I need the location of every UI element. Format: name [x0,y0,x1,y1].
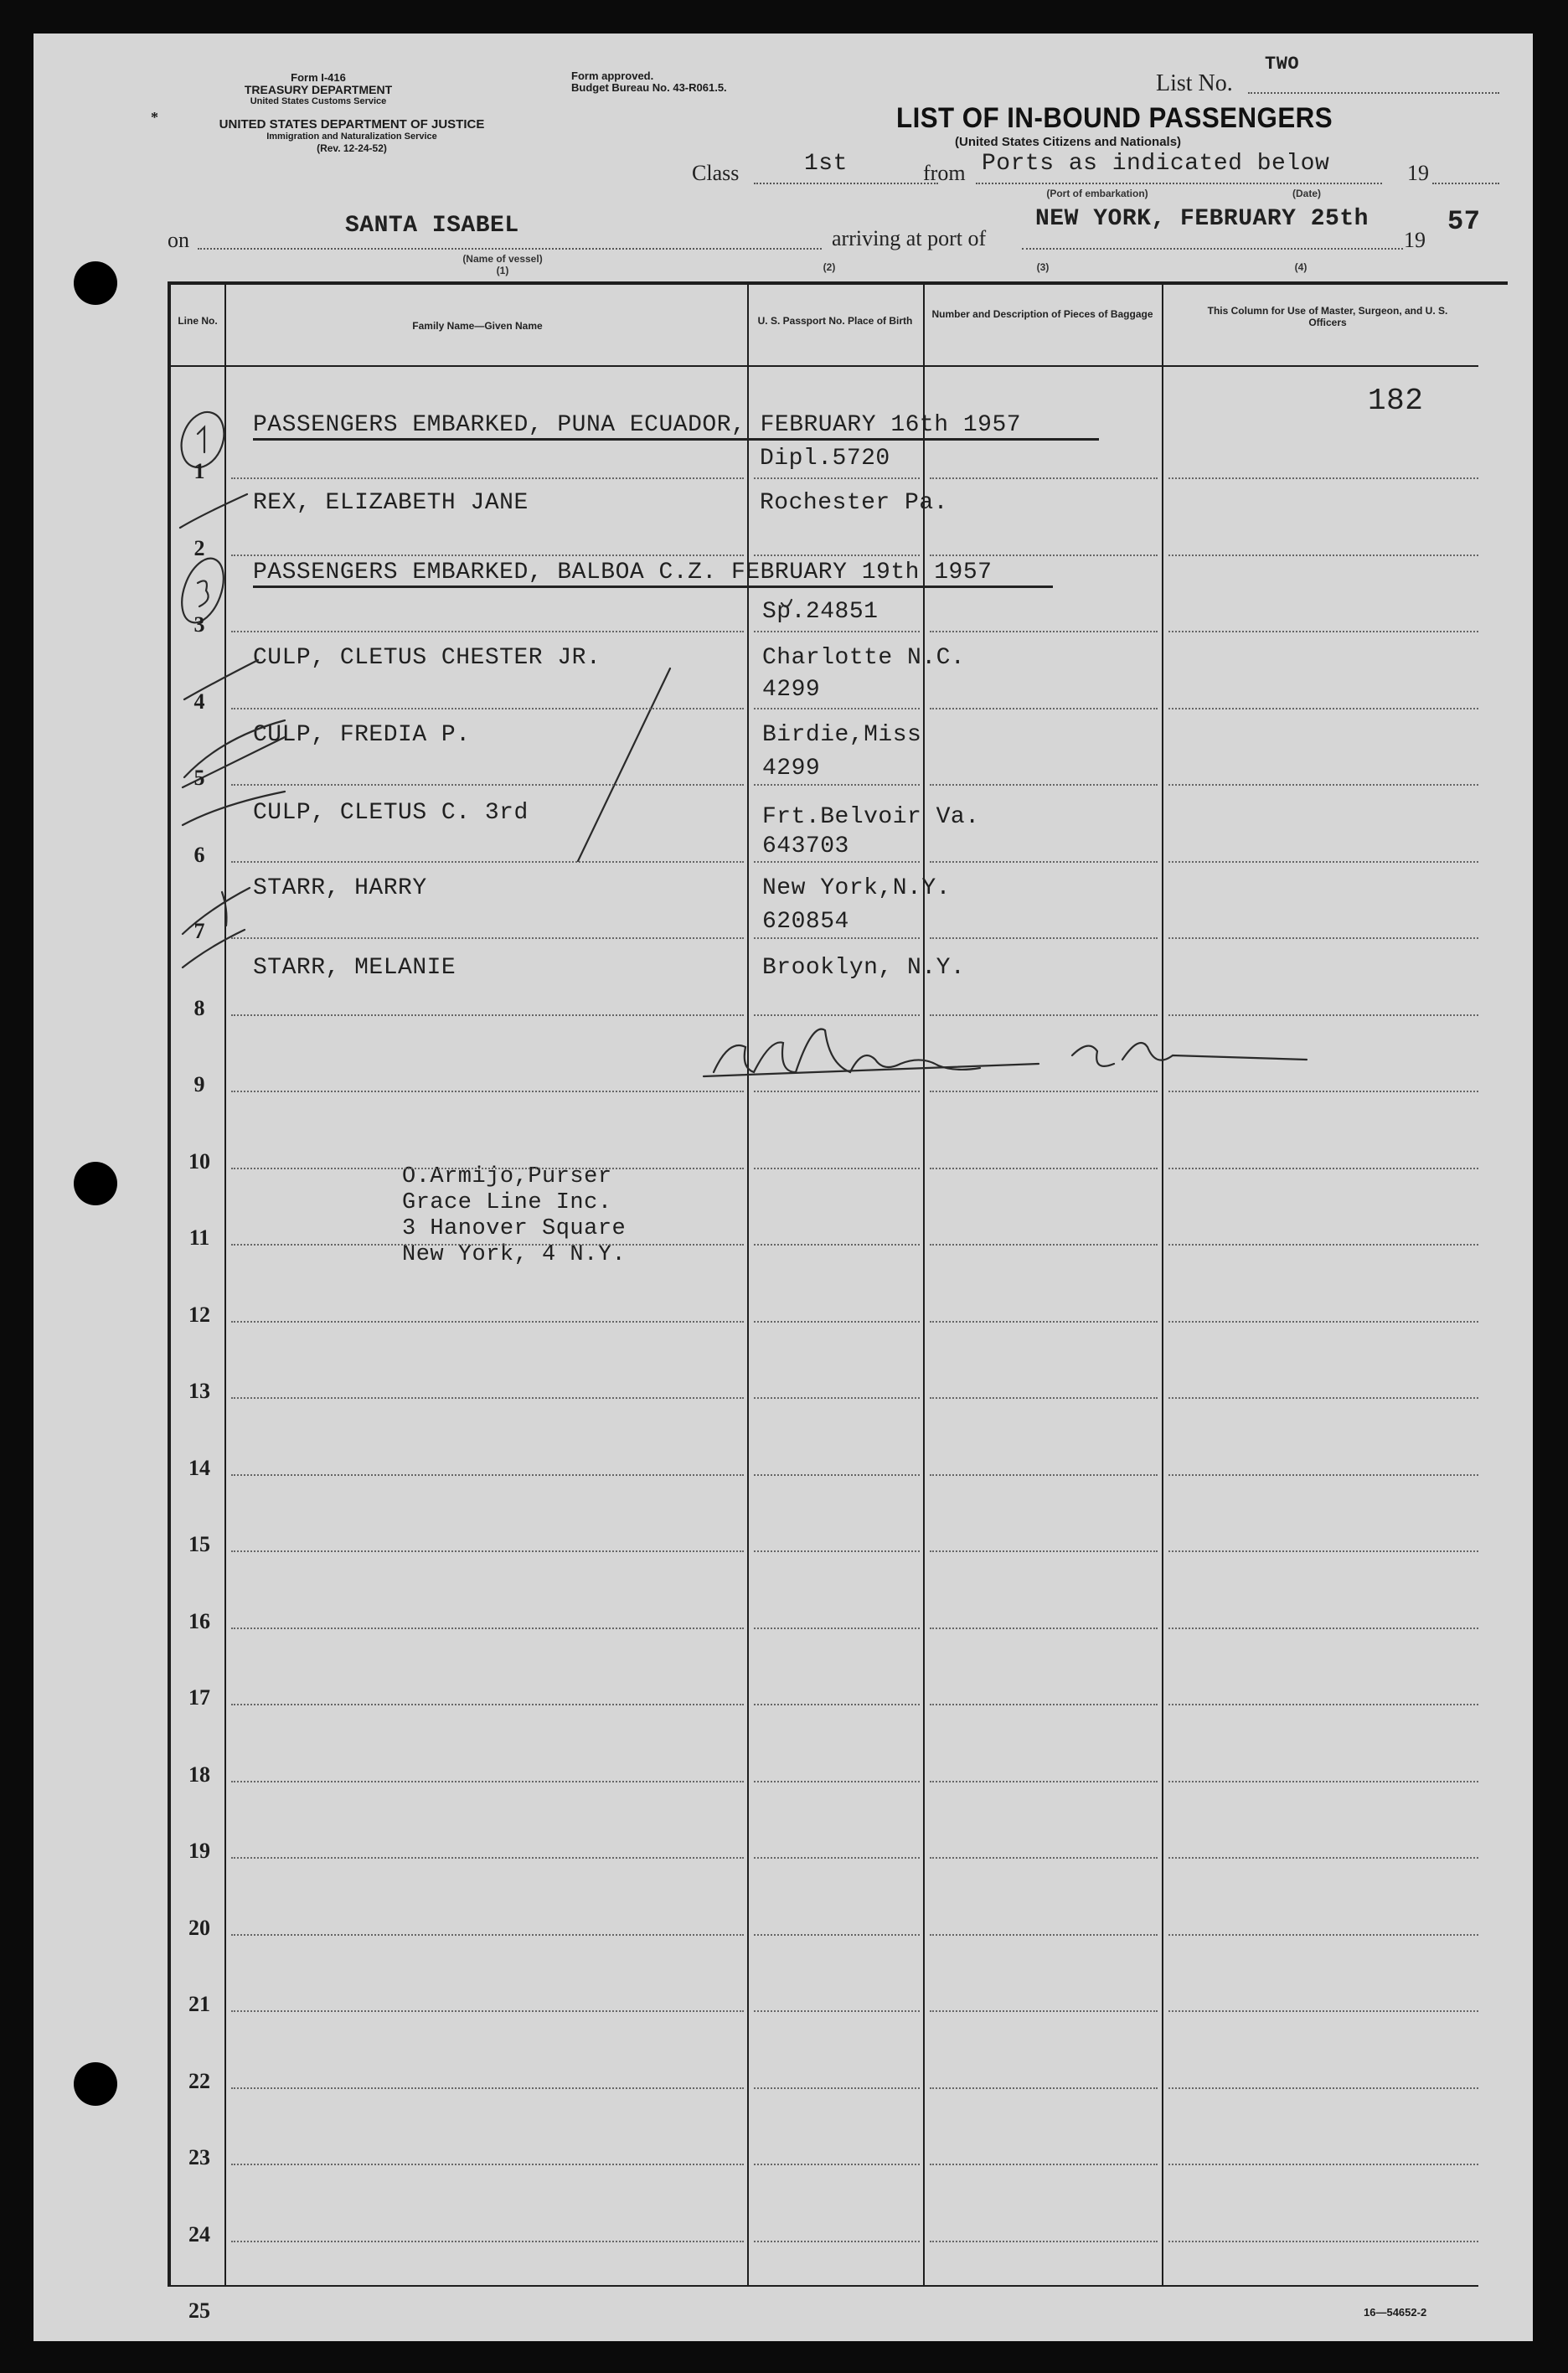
row-guide-line [930,2010,1158,2012]
stamp-number: 182 [1368,384,1424,418]
ins-service: Immigration and Naturalization Service [266,132,437,142]
asterisk-mark: * [151,109,158,126]
treasury-department: TREASURY DEPARTMENT [244,83,393,96]
table-top-border [168,281,1508,285]
punch-hole-bottom [74,2062,117,2106]
handwritten-marks [34,34,1533,2341]
arrival-line [1022,248,1403,250]
row-guide-line [930,1168,1158,1169]
list-no-label: List No. [1156,70,1233,96]
row-guide-line [1168,1857,1478,1859]
list-no-line [1248,92,1499,94]
row-guide-line [231,1781,744,1782]
row-guide-line [1168,1550,1478,1552]
year-line-1 [1432,183,1499,184]
row-guide-line [754,1857,920,1859]
row-guide-line [231,2010,744,2012]
column-header-baggage: Number and Description of Pieces of Baggage [931,308,1153,320]
line-number: 12 [188,1302,210,1327]
table-bottom-border [168,2285,1478,2287]
row-guide-line [930,555,1158,556]
entry-passport-2: Dipl.5720 [760,446,890,472]
row-guide-line [231,631,744,632]
column-caption-2: (2) [823,261,836,273]
row-guide-line [1168,1781,1478,1782]
row-guide-line [231,1397,744,1399]
class-value: 1st [804,151,848,177]
entry-passport-7: 643703 [762,833,849,859]
row-guide-line [930,1857,1158,1859]
row-guide-line [930,708,1158,709]
row-guide-line [754,784,920,786]
row-guide-line [1168,708,1478,709]
entry-passport-6: 4299 [762,756,821,782]
entry-birth-5: Birdie,Miss [762,722,922,748]
on-label: on [168,228,189,252]
row-guide-line [231,1934,744,1936]
entry-name-8: STARR, MELANIE [253,955,456,981]
row-guide-line [231,1857,744,1859]
row-guide-line [930,1474,1158,1476]
vessel-caption [419,253,586,276]
entry-passport-5: 4299 [762,677,821,703]
line-number: 25 [188,2298,210,2323]
row-guide-line [930,1321,1158,1323]
form-number: Form I-416 [291,71,346,84]
row-guide-line [231,1474,744,1476]
column-header-passport: U. S. Passport No. Place of Birth [757,315,913,327]
row-guide-line [930,1934,1158,1936]
row-guide-line [1168,1091,1478,1092]
row-guide-line [231,1628,744,1629]
row-guide-line [1168,2087,1478,2089]
row-guide-line [754,1168,920,1169]
row-guide-line [1168,1704,1478,1705]
entry-name-4: CULP, CLETUS CHESTER JR. [253,645,601,671]
row-guide-line [231,708,744,709]
row-guide-line [1168,1474,1478,1476]
row-guide-line [1168,1244,1478,1246]
row-guide-line [754,1934,920,1936]
row-guide-line [231,1014,744,1016]
line-number: 1 [193,459,205,483]
year-prefix-2: 19 [1404,228,1426,252]
row-guide-line [930,1628,1158,1629]
row-guide-line [930,1014,1158,1016]
row-guide-line [754,1704,920,1705]
row-guide-line [231,2241,744,2242]
row-guide-line [930,1781,1158,1782]
entry-birth-6: Frt.Belvoir Va. [762,804,980,830]
from-label: from [923,161,966,185]
footer-code: 16—54652-2 [1364,2306,1427,2319]
row-guide-line [930,1091,1158,1092]
line-number: 16 [188,1608,210,1633]
line-number: 13 [188,1379,210,1403]
entry-name-6: CULP, CLETUS C. 3rd [253,800,529,826]
row-guide-line [231,1244,744,1246]
row-guide-line [231,1550,744,1552]
row-guide-line [231,555,744,556]
purser-line-1: O.Armijo,Purser [402,1164,612,1189]
row-guide-line [231,784,744,786]
column-caption-4: (4) [1294,261,1308,273]
arriving-label: arriving at port of [832,226,987,250]
entry-passport-4: Sp.24851 [762,599,879,625]
customs-service: United States Customs Service [250,96,387,106]
row-guide-line [930,1704,1158,1705]
row-guide-line [1168,784,1478,786]
row-guide-line [754,2087,920,2089]
row-guide-line [1168,937,1478,939]
row-guide-line [754,477,920,479]
row-guide-line [754,1244,920,1246]
row-guide-line [754,1550,920,1552]
row-guide-line [1168,1321,1478,1323]
entry-birth-2: Rochester Pa. [760,490,948,516]
punch-hole-top [74,261,117,305]
line-number: 8 [193,995,205,1020]
row-guide-line [231,1321,744,1323]
row-guide-line [231,2164,744,2165]
row-guide-line [754,631,920,632]
row-guide-line [754,555,920,556]
row-guide-line [1168,631,1478,632]
row-guide-line [1168,1397,1478,1399]
class-label: Class [692,161,740,185]
line-number: 15 [188,1532,210,1556]
row-guide-line [754,708,920,709]
section-heading-puna: PASSENGERS EMBARKED, PUNA ECUADOR, FEBRUARY 16th 1957 [253,412,1099,441]
row-guide-line [754,1014,920,1016]
row-guide-line [1168,1014,1478,1016]
line-number: 9 [193,1072,205,1096]
row-guide-line [754,937,920,939]
line-number: 22 [188,2068,210,2093]
row-guide-line [231,1091,744,1092]
row-guide-line [930,2241,1158,2242]
row-guide-line [231,861,744,863]
line-no-divider [224,283,226,2285]
row-guide-line [930,861,1158,863]
column-header-line-no: Line No. [178,315,218,327]
row-guide-line [754,1628,920,1629]
manifest-sheet [34,34,1533,2341]
line-number: 24 [188,2221,210,2247]
row-guide-line [1168,2164,1478,2165]
purser-line-3: 3 Hanover Square [402,1216,627,1241]
row-guide-line [754,2164,920,2165]
entry-birth-4: Charlotte N.C. [762,645,966,671]
line-number: 4 [193,689,205,714]
line-number: 11 [188,1225,210,1250]
row-guide-line [1168,1628,1478,1629]
section-heading-balboa: PASSENGERS EMBARKED, BALBOA C.Z. FEBRUARY 19th 1957 [253,560,1053,588]
justice-department: UNITED STATES DEPARTMENT OF JUSTICE [219,117,485,132]
revision-date: (Rev. 12-24-52) [317,142,387,154]
line-number: 14 [188,1455,210,1480]
from-value: Ports as indicated below [982,151,1330,177]
row-guide-line [231,1704,744,1705]
row-guide-line [1168,2010,1478,2012]
list-no-value: TWO [1265,54,1300,75]
row-guide-line [1168,1934,1478,1936]
page-title: LIST OF IN-BOUND PASSENGERS [896,102,1333,134]
purser-block [402,1164,626,1268]
entry-name-7: STARR, HARRY [253,875,427,901]
budget-bureau: Budget Bureau No. 43-R061.5. [571,81,727,94]
vessel-line [198,248,822,250]
line-number: 2 [193,535,205,560]
purser-line-4: New York, 4 N.Y. [402,1242,627,1267]
purser-line-2: Grace Line Inc. [402,1190,612,1215]
line-number: 7 [193,919,205,943]
row-guide-line [930,1550,1158,1552]
line-number: 10 [188,1148,210,1174]
row-guide-line [930,784,1158,786]
entry-birth-8: Brooklyn, N.Y. [762,955,966,981]
from-line [976,183,1382,184]
line-number: 3 [193,612,205,637]
row-guide-line [930,937,1158,939]
row-guide-line [930,1397,1158,1399]
row-guide-line [1168,477,1478,479]
row-guide-line [231,937,744,939]
row-guide-line [754,1474,920,1476]
row-guide-line [930,1244,1158,1246]
row-guide-line [1168,1168,1478,1169]
arrival-value: NEW YORK, FEBRUARY 25th [1035,206,1369,232]
year-value: 57 [1447,206,1481,237]
row-guide-line [930,631,1158,632]
line-number: 6 [193,842,205,867]
line-number: 18 [188,1762,210,1787]
vessel-value: SANTA ISABEL [345,213,519,239]
row-guide-line [1168,2241,1478,2242]
approval-block [571,70,727,94]
page-subtitle: (United States Citizens and Nationals) [955,135,1182,149]
class-line [754,183,938,184]
column-header-name: Family Name—Given Name [412,320,543,332]
punch-hole-middle [74,1162,117,1205]
row-guide-line [754,1091,920,1092]
form-block [163,72,473,107]
row-guide-line [231,477,744,479]
form-approved: Form approved. [571,70,654,82]
line-number: 5 [193,766,205,790]
row-guide-line [231,2087,744,2089]
row-guide-line [754,2010,920,2012]
entry-birth-7: New York,N.Y. [762,875,951,901]
row-guide-line [1168,555,1478,556]
line-number: 21 [188,1992,210,2016]
entry-name-5: CULP, FREDIA P. [253,722,471,748]
line-number: 17 [188,1685,210,1710]
line-number: 19 [188,1839,210,1863]
row-guide-line [231,1168,744,1169]
row-guide-line [930,2087,1158,2089]
row-guide-line [754,861,920,863]
line-number: 23 [188,2145,210,2169]
vessel-caption-text: (Name of vessel) [462,253,543,265]
row-guide-line [754,1321,920,1323]
row-guide-line [754,1781,920,1782]
year-prefix-1: 19 [1407,161,1429,185]
line-number: 20 [188,1915,210,1940]
row-guide-line [1168,861,1478,863]
row-guide-line [930,2164,1158,2165]
entry-name-2: REX, ELIZABETH JANE [253,490,529,516]
column-caption-3: (3) [1036,261,1050,273]
vessel-caption-number: (1) [496,265,509,276]
entry-passport-8: 620854 [762,909,849,935]
port-caption: (Port of embarkation) [1046,188,1148,199]
baggage-officers-divider [1162,283,1163,2285]
table-left-border [168,283,171,2285]
column-header-border [168,365,1478,367]
date-caption: (Date) [1292,188,1321,199]
row-guide-line [754,1397,920,1399]
row-guide-line [930,477,1158,479]
column-header-officers: This Column for Use of Master, Surgeon, and U. S. Officers [1207,305,1448,328]
row-guide-line [754,2241,920,2242]
justice-block [163,119,540,154]
